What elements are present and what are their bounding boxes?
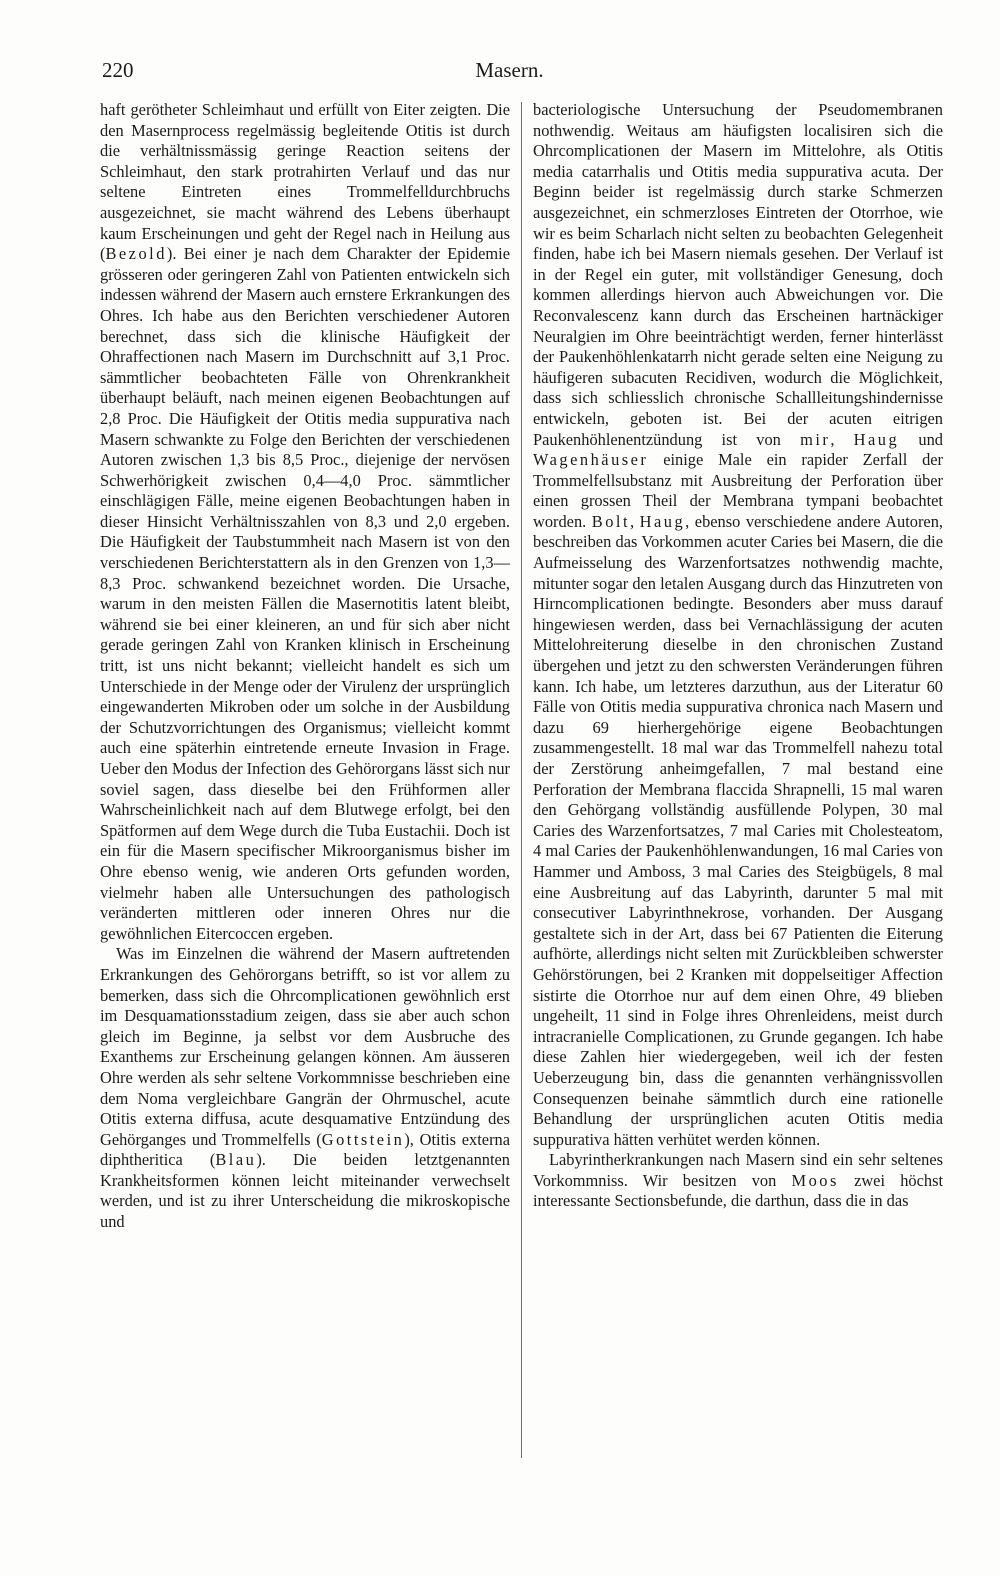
author-name: Haug <box>639 511 686 531</box>
running-title: Masern. <box>475 58 544 82</box>
author-name: Gottstein <box>321 1129 405 1149</box>
author-name: Blau <box>215 1150 257 1170</box>
right-column <box>533 100 943 1212</box>
column-divider <box>521 102 522 1458</box>
author-name: Bolt <box>591 511 631 531</box>
left-column <box>100 100 510 1233</box>
author-name: Haug <box>853 429 900 449</box>
author-name: mir <box>800 429 831 449</box>
author-name: Wagenhäuser <box>533 450 649 470</box>
paragraph: bacteriologische Untersuchung der Pseudomembranen nothwendig. Weitaus am häufigsten localisiren sich die Ohrcomplicationen der Masern im Mittelohre, als Otitis media catarrhalis und Otitis media suppurativa acuta. Der Beginn beider ist regelmässig durch starke Schmerzen ausgezeichnet, ein schmerzloses Eintreten der Otorrhoe, wie wir es beim Scharlach nicht selten zu beobachten Gelegenheit finden, habe ich bei Masern niemals gesehen. Der Verlauf ist in der Regel ein guter, mit vollständiger Genesung, doch kommen allerdings hiervon auch Abweichungen vor. Die Reconvalescenz kann durch das Erscheinen hartnäckiger Neuralgien im Ohre beeinträchtigt werden, ferner hinterlässt der Paukenhöhlenkatarrh nicht gerade selten eine Neigung zu häufigeren subacuten Recidiven, wodurch die Möglichkeit, dass sich schliesslich chronische Schallleitungshindernisse entwickeln, geboten ist. Bei der acuten eitrigen Paukenhöhlenentzündung ist von mir, Haug und Wagenhäuser einige Male ein rapider Zerfall der Trommelfellsubstanz mit Ausbreitung der Perforation über einen grossen Theil der Membrana tympani beobachtet worden. Bolt, Haug, ebenso verschiedene andere Autoren, beschreiben das Vorkommen acuter Caries bei Masern, die die Aufmeisselung des Warzenfortsatzes nothwendig machte, mitunter sogar den letalen Ausgang durch das Hinzutreten von Hirncomplicationen bedingte. Besonders aber muss darauf hingewiesen werden, dass bei Vernachlässigung der acuten Mittelohreiterung dieselbe in den chronischen Zustand übergehen und jetzt zu den schwersten Veränderungen führen kann. Ich habe, um letzteres darzuthun, aus der Literatur 60 Fälle von Otitis media suppurativa chronica nach Masern und dazu 69 hierhergehörige eigene Beobachtungen zusammengestellt. 18 mal war das Trommelfell nahezu total der Zerstörung anheimgefallen, 7 mal bestand eine Perforation der Membrana flaccida Shrapnelli, 15 mal waren den Gehörgang vollständig ausfüllende Polypen, 30 mal Caries des Warzenfortsatzes, 7 mal Caries mit Cholesteatom, 4 mal Caries der Paukenhöhlenwandungen, 16 mal Caries von Hammer und Amboss, 3 mal Caries des Steigbügels, 8 mal eine Ausbreitung auf das Labyrinth, darunter 5 mal mit consecutiver Labyrinthnekrose, vorhanden. Der Ausgang gestaltete sich in der Art, dass bei 67 Patienten die Eiterung aufhörte, allerdings nicht selten mit Zurückbleiben schwerster Gehörstörungen, bei 2 Kranken mit doppelseitiger Affection sistirte die Otorrhoe nur auf dem einen Ohre, 49 blieben ungeheilt, 11 sind in Folge ihres Ohrenleidens, meist durch intracranielle Complicationen, zu Grunde gegangen. Ich habe diese Zahlen hier wiedergegeben, weil ich der festen Ueberzeugung bin, dass die genannten verhängnissvollen Consequenzen beinahe sämmtlich durch eine rationelle Behandlung der ursprünglichen acuten Otitis media suppurativa hätten verhütet werden können. <box>533 100 943 1149</box>
page-number: 220 <box>102 58 134 82</box>
author-name: Moos <box>791 1170 839 1190</box>
paragraph: haft gerötheter Schleimhaut und erfüllt von Eiter zeigten. Die den Masernprocess regelmässig begleitende Otitis ist durch die verhältnissmässig geringe Reaction seitens der Schleimhaut, den stark protrahirten Verlauf und das nur seltene Eintreten eines Trommelfelldurchbruchs ausgezeichnet, sie macht während des Lebens überhaupt kaum Erscheinungen und geht der Regel nach in Heilung aus (Bezold). Bei einer je nach dem Charakter der Epidemie grösseren oder geringeren Zahl von Patienten entwickeln sich indessen während der Masern auch ernstere Erkrankungen des Ohres. Ich habe aus den Berichten verschiedener Autoren berechnet, dass sich die klinische Häufigkeit der Ohraffectionen nach Masern im Durchschnitt auf 3,1 Proc. sämmtlicher beobachteten Fälle von Ohrenkrankheit überhaupt beläuft, nach meinen eigenen Beobachtungen auf 2,8 Proc. Die Häufigkeit der Otitis media suppurativa nach Masern schwankte zu Folge den Berichten der verschiedenen Autoren zwischen 1,3 bis 8,5 Proc., diejenige der nervösen Schwerhörigkeit zwischen 0,4—4,0 Proc. sämmtlicher einschlägigen Fälle, meine eigenen Beobachtungen haben in dieser Hinsicht Verhältnisszahlen von 8,3 und 2,0 ergeben. Die Häufigkeit der Taubstummheit nach Masern ist von den verschiedenen Berichterstattern als in den Grenzen von 1,3—8,3 Proc. schwankend bezeichnet worden. Die Ursache, warum in den meisten Fällen die Masernotitis latent bleibt, während sie bei einer kleineren, an und für sich aber nicht gerade geringen Zahl von Kranken klinisch in Erscheinung tritt, ist uns nicht bekannt; vielleicht handelt es sich um Unterschiede in der Menge oder der Virulenz der ursprünglich eingewanderten Mikroben oder um solche in der Ausbildung der Schutzvorrichtungen des Organismus; vielleicht kommt auch eine späterhin eintretende erneute Invasion in Frage. Ueber den Modus der Infection des Gehörorgans lässt sich nur soviel sagen, dass dieselbe bei den Frühformen aller Wahrscheinlichkeit nach auf dem Blutwege erfolgt, bei den Spätformen auf dem Wege durch die Tuba Eustachii. Doch ist ein für die Masern specifischer Mikroorganismus bisher im Ohre ebenso wenig, wie anderen Orts gefunden worden, vielmehr haben alle Untersuchungen des pathologisch veränderten mittleren oder inneren Ohres nur die gewöhnlichen Eitercoccen ergeben. <box>100 100 510 943</box>
paragraph: Was im Einzelnen die während der Masern auftretenden Erkrankungen des Gehörorgans betrifft, so ist vor allem zu bemerken, dass sich die Ohrcomplicationen gewöhnlich erst im Desquamationsstadium zeigen, dass sie aber auch schon gleich im Beginne, ja selbst vor dem Ausbruche des Exanthems zur Erscheinung gelangen können. Am äusseren Ohre werden als sehr seltene Vorkommnisse beschrieben eine dem Noma vergleichbare Gangrän der Ohrmuschel, acute Otitis externa diffusa, acute desquamative Entzündung des Gehörganges und Trommelfells (Gottstein), Otitis externa diphtheritica (Blau). Die beiden letztgenannten Krankheitsformen können leicht miteinander verwechselt werden, und ist zu ihrer Unterscheidung die mikroskopische und <box>100 944 510 1232</box>
paragraph: Labyrintherkrankungen nach Masern sind ein sehr seltenes Vorkommniss. Wir besitzen von Moos zwei höchst interessante Sectionsbefunde, die darthun, dass die in das <box>533 1150 944 1211</box>
running-head <box>102 58 917 88</box>
author-name: Bezold <box>105 244 167 264</box>
